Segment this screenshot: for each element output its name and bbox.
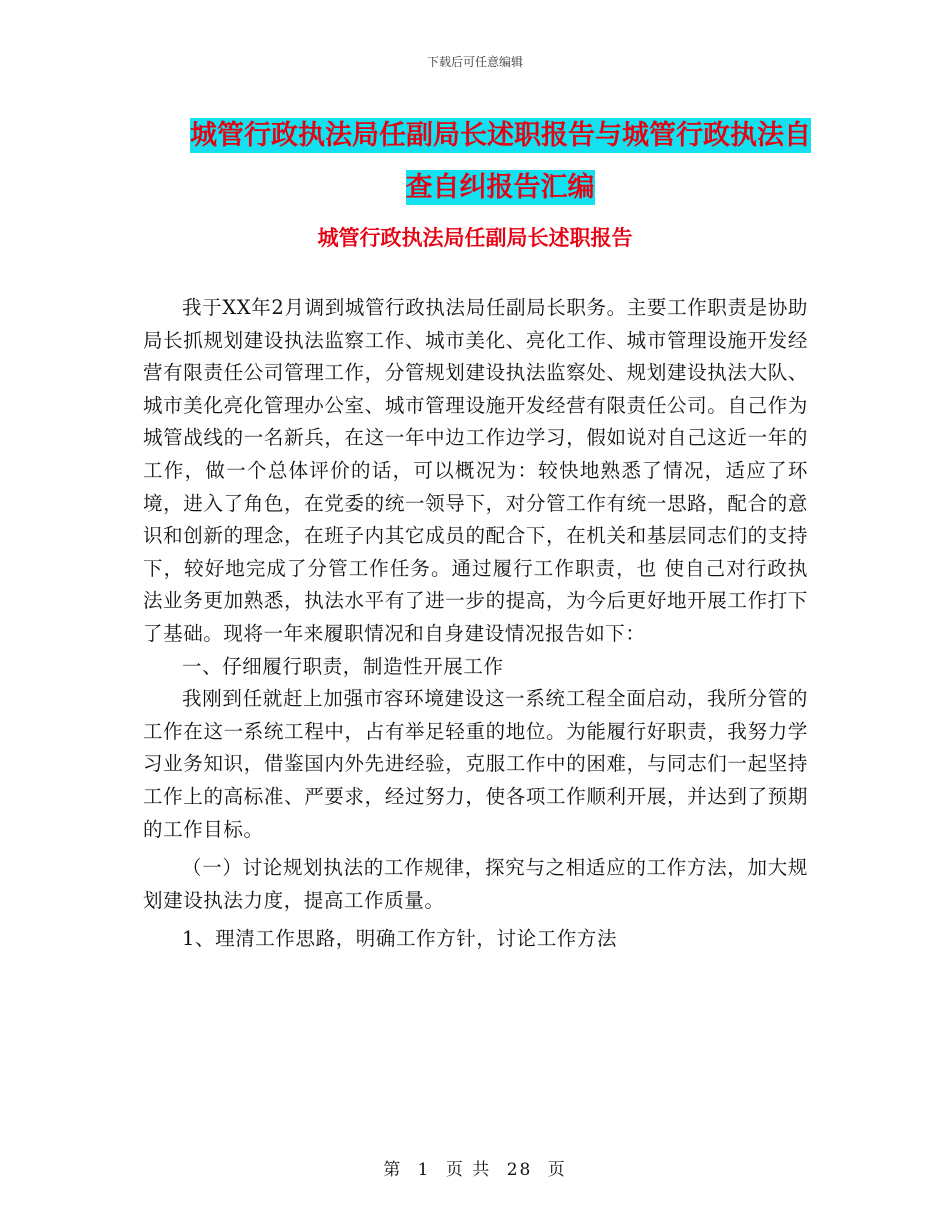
footer-prefix: 第 xyxy=(383,1160,403,1180)
page-footer xyxy=(0,1155,950,1180)
document-title xyxy=(190,110,810,214)
header-note: 下载后可任意编辑 xyxy=(426,55,523,69)
title-line-2 xyxy=(190,162,810,214)
paragraph-duties: 我刚到任就赶上加强市容环境建设这一系统工程全面启动，我所分管的工作在这一系统工程中，占有举足轻重的地位。为能履行好职责，我努力学习业务知识，借鉴国内外先进经验，克服工作中的困难，与同志们一起坚持工作上的高标准、严要求，经过努力，使各项工作顺利开展，并达到了预期的工作目标。 xyxy=(143,687,808,841)
body-text xyxy=(143,292,808,956)
footer-middle: 页 共 xyxy=(445,1160,492,1180)
paragraph-heading-1: 一、仔细履行职责，制造性开展工作 xyxy=(182,654,504,678)
paragraph-item-1: 1、理清工作思路，明确工作方针，讨论工作方法 xyxy=(182,927,618,951)
footer-suffix: 页 xyxy=(547,1160,567,1180)
page-number: 1 xyxy=(417,1160,431,1180)
page-total: 28 xyxy=(506,1160,533,1180)
section-title: 城管行政执法局任副局长述职报告 xyxy=(317,226,633,250)
paragraph-intro: 我于XX年2月调到城管行政执法局任副局长职务。主要工作职责是协助局长抓规划建设执法监察工作、城市美化、亮化工作、城市管理设施开发经营有限责任公司管理工作，分管规划建设执法监察处、规划建设执法大队、城市美化亮化管理办公室、城市管理设施开发经营有限责任公司。自己作为城管战线的一名新兵，在这一年中边工作边学习，假如说对自己这近一年的工作，做一个总体评价的话，可以概况为：较快地熟悉了情况，适应了环境，进入了角色，在党委的统一领导下，对分管工作有统一思路，配合的意识和创新的理念，在班子内其它成员的配合下，在机关和基层同志们的支持下，较好地完成了分管工作任务。通过履行工作职责，也 使自己对行政执法业务更加熟悉，执法水平有了进一步的提高，为今后更好地开展工作打下了基础。现将一年来履职情况和自身建设情况报告如下： xyxy=(143,296,808,645)
paragraph-subheading-1: （一）讨论规划执法的工作规律，探究与之相适应的工作方法，加大规划建设执法力度，提高工作质量。 xyxy=(143,856,808,912)
title-line-1-text: 城管行政执法局任副局长述职报告与城管行政执法自 xyxy=(190,120,811,151)
title-line-1 xyxy=(190,110,810,162)
title-line-2-text: 查自纠报告汇编 xyxy=(405,172,595,203)
